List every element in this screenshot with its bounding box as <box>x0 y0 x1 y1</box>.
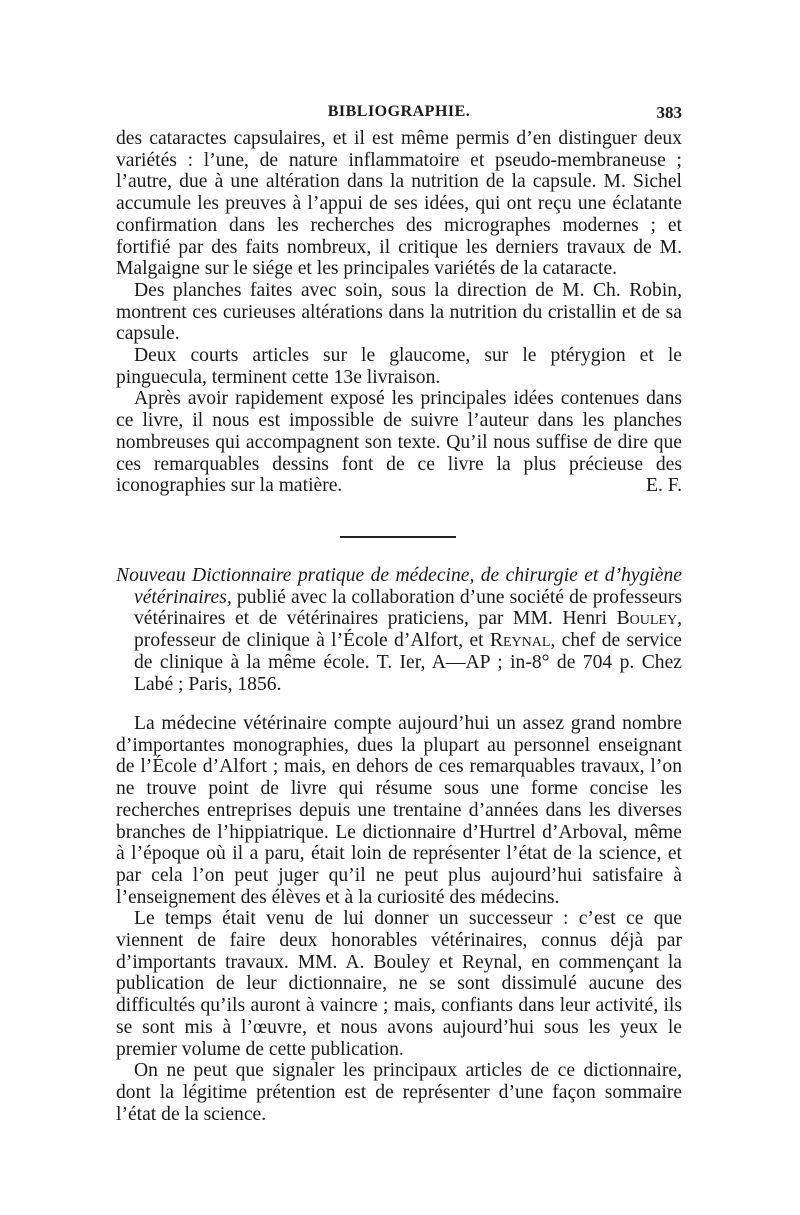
author-name: Reynal <box>489 630 551 652</box>
page-header <box>116 103 682 125</box>
page-number: 383 <box>656 103 682 122</box>
paragraph: On ne peut que signaler les principaux articles de ce dictionnaire, dont la légitime prétention est de représenter d’une façon sommaire l’état de la science. <box>116 1060 682 1125</box>
paragraph-text: Après avoir rapidement exposé les principales idées contenues dans ce livre, il nous est impossible de suivre l’auteur dans les planches nombreuses qui accompagnent son texte. Qu’il nous suffise de dire que ces remarquables dessins font de ce livre la plus précieuse des iconographies sur la matière. <box>116 388 682 497</box>
paragraph <box>116 388 682 497</box>
bibliographic-entry <box>116 565 682 695</box>
paragraph: La médecine vétérinaire compte aujourd’hui un assez grand nombre d’importantes monographies, dues la plupart au personnel enseignant de l’École d’Alfort ; mais, en dehors de ces remarquables travaux, l’on ne trouve point de livre qui résume sous une forme concise les recherches entreprises depuis une trentaine d’années dans les diverses branches de l’hippiatrique. Le dictionnaire d’Hurtrel d’Arboval, même à l’époque où il a paru, était loin de représenter l’état de la science, et par cela l’on peut juger qu’il ne peut plus aujourd’hui satisfaire à l’enseignement des élèves et à la curiosité des médecins. <box>116 713 682 908</box>
book-title: Nouveau Dictionnaire pratique de médecine, de chirurgie et d’hygiène vétérinaires, <box>116 565 682 608</box>
author-name: Bouley <box>616 608 678 630</box>
entry-text: , professeur de clinique à l’École d’Alfort, et <box>134 608 682 652</box>
section-divider <box>340 536 456 538</box>
paragraph: Le temps était venu de lui donner un successeur : c’est ce que viennent de faire deux honorables vétérinaires, connus déjà par d’importants travaux. MM. A. Bouley et Reynal, en commençant la publication de leur dictionnaire, ne se sont dissimulé aucune des difficultés qu’ils auront à vaincre ; mais, confiants dans leur activité, ils se sont mis à l’œuvre, et nous avons aujourd’hui sous les yeux le premier volume de cette publication. <box>116 908 682 1060</box>
paragraph: des cataractes capsulaires, et il est même permis d’en distinguer deux variétés : l’une, de nature inflammatoire et pseudo-membraneuse ; l’autre, due à une altération dans la nutrition de la capsule. M. Sichel accumule les preuves à l’appui de ses idées, qui ont reçu une éclatante confirmation dans les recherches des micrographes modernes ; et fortifié par des faits nombreux, il critique les derniers travaux de M. Malgaigne sur le siége et les principales variétés de la cataracte. <box>116 128 682 280</box>
running-head: BIBLIOGRAPHIE. <box>327 103 471 120</box>
review-cataract-section <box>116 128 682 497</box>
review-veterinary-section <box>116 713 682 1125</box>
entry-text: , chef de service de clinique à la même école. T. Ier, A—AP ; in-8° de 704 p. Chez Labé ; Paris, 1856. <box>134 630 682 695</box>
reviewer-signature: E. F. <box>646 475 682 497</box>
entry-citation <box>116 565 682 695</box>
paragraph: Deux courts articles sur le glaucome, sur le ptérygion et le pinguecula, terminent cette 13e livraison. <box>116 345 682 388</box>
paragraph: Des planches faites avec soin, sous la direction de M. Ch. Robin, montrent ces curieuses altérations dans la nutrition du cristallin et de sa capsule. <box>116 279 682 345</box>
entry-text: publié avec la collaboration d’une société de professeurs vétérinaires et de vétérinaires praticiens, par MM. Henri <box>134 586 682 630</box>
